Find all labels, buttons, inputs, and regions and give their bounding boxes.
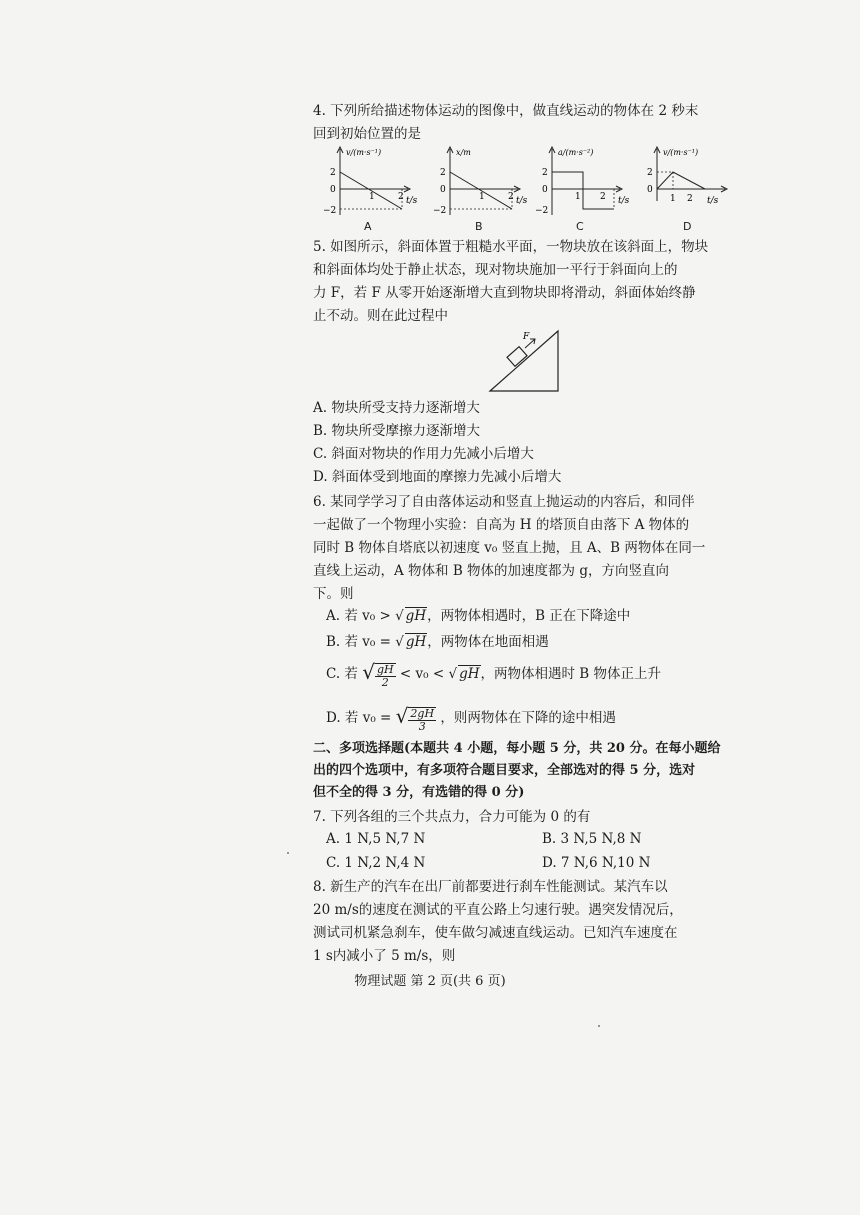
q6-d-pre: D. 若 v₀ = <box>326 709 392 726</box>
q6-stem-line-3: 同时 B 物体自塔底以初速度 v₀ 竖直上抛，且 A、B 两物体在同一 <box>313 540 706 556</box>
graph-c-xtick-2: 2 <box>600 192 606 202</box>
graph-a-xlabel: t/s <box>406 196 418 206</box>
q6-a-pre: A. 若 v₀ > <box>326 608 391 624</box>
graph-d-xlabel: t/s <box>707 196 719 206</box>
graph-a-letter: A <box>364 220 372 233</box>
graph-a-xtick-1: 1 <box>369 192 375 202</box>
q8-stem-line-4: 1 s内减小了 5 m/s，则 <box>313 948 456 964</box>
q6-c-den: 2 <box>381 675 389 689</box>
q6-c-pre: C. 若 <box>326 665 358 682</box>
q4-stem-line-2: 回到初始位置的是 <box>313 126 421 142</box>
q6-stem-line-4: 直线上运动，A 物体和 B 物体的加速度都为 g，方向竖直向 <box>313 563 669 579</box>
q6-a-post: ，两物体相遇时，B 正在下降途中 <box>427 608 631 624</box>
q6-option-d: D. 若 v₀ = √ $\frac{2gH}{3}$ ，则两物体在下降的途中相遇 <box>326 704 616 733</box>
q6-c-num: gH <box>376 662 394 676</box>
incline-diagram <box>485 326 565 396</box>
graph-a-xtick-2: 2 <box>398 192 404 202</box>
q6-d-post: ，则两物体在下降的途中相遇 <box>440 709 616 726</box>
q5-option-c: C. 斜面对物块的作用力先减小后增大 <box>313 446 534 462</box>
q6-b-pre: B. 若 v₀ = <box>326 634 391 650</box>
q6-option-a: A. 若 v₀ > √ gH，两物体相遇时，B 正在下降途中 <box>326 608 631 624</box>
graph-d <box>635 143 735 223</box>
graph-d-line <box>657 172 705 189</box>
q6-option-c: C. 若 √ $\frac{gH}{2}$ < v₀ < √ gH，两物体相遇时 B 物体正上升 <box>326 660 662 689</box>
graph-b-xlabel: t/s <box>516 196 528 206</box>
graph-d-xtick-1: 1 <box>670 194 676 204</box>
graph-a-ytick-2: 2 <box>330 168 336 178</box>
graph-b-xtick-1: 1 <box>479 192 485 202</box>
q7-option-a: A. 1 N,5 N,7 N <box>326 831 426 847</box>
q5-stem-line-3: 力 F，若 F 从零开始逐渐增大直到物块即将滑动，斜面体始终静 <box>313 285 696 301</box>
graph-c-ytick-2: 2 <box>542 168 548 178</box>
q7-stem: 7. 下列各组的三个共点力，合力可能为 0 的有 <box>313 809 591 825</box>
question-7 <box>313 806 723 829</box>
graph-b-ylabel: x/m <box>456 148 471 157</box>
question-6 <box>313 491 723 606</box>
q6-stem-line-5: 下。则 <box>313 586 354 602</box>
force-label: F <box>523 332 530 342</box>
q8-stem-line-1: 8. 新生产的汽车在出厂前都要进行刹车性能测试。某汽车以 <box>313 879 668 895</box>
graph-c-xtick-1: 1 <box>575 192 581 202</box>
q6-b-radicand: gH <box>405 634 427 650</box>
q6-c-radicand: gH <box>459 665 480 682</box>
q8-stem-line-2: 20 m/s的速度在测试的平直公路上匀速行驶。遇突发情况后， <box>313 902 683 918</box>
graph-c-ytick-neg2: −2 <box>535 206 549 216</box>
section-2-line-2: 出的四个选项中，有多项符合题目要求，全部选对的得 5 分，选对 <box>313 763 696 778</box>
q7-option-d: D. 7 N,6 N,10 N <box>542 855 651 871</box>
q6-a-radicand: gH <box>405 608 427 624</box>
q6-stem-line-1: 6. 某同学学习了自由落体运动和竖直上抛运动的内容后，和同伴 <box>313 494 695 510</box>
scan-speck <box>598 1025 600 1027</box>
q6-c-mid: < v₀ < <box>399 665 445 682</box>
q5-stem-line-4: 止不动。则在此过程中 <box>313 308 448 324</box>
block-group <box>507 347 527 367</box>
q7-option-c: C. 1 N,2 N,4 N <box>326 855 426 871</box>
q5-stem-line-2: 和斜面体均处于静止状态，现对物块施加一平行于斜面向上的 <box>313 262 678 278</box>
graph-c-xlabel: t/s <box>618 196 630 206</box>
q6-option-b: B. 若 v₀ = √ gH，两物体在地面相遇 <box>326 634 549 650</box>
graph-a-ytick-neg2: −2 <box>323 206 337 216</box>
section-2-line-1: 二、多项选择题(本题共 4 小题，每小题 5 分，共 20 分。在每小题给 <box>313 741 721 756</box>
graph-b-ytick-neg2: −2 <box>433 206 447 216</box>
graph-a-ytick-0: 0 <box>330 185 336 195</box>
graph-d-ylabel: v/(m·s⁻¹) <box>663 148 699 157</box>
block <box>507 347 527 367</box>
q6-stem-line-2: 一起做了一个物理小实验：自高为 H 的塔顶自由落下 A 物体的 <box>313 517 690 533</box>
section-2-line-3: 但不全的得 3 分，有选错的得 0 分) <box>313 785 525 800</box>
q5-option-d: D. 斜面体受到地面的摩擦力先减小后增大 <box>313 469 562 485</box>
q6-d-den: 3 <box>418 719 426 733</box>
graph-b <box>428 143 528 223</box>
q5-option-b: B. 物块所受摩擦力逐渐增大 <box>313 423 481 439</box>
q4-stem-line-1: 4. 下列所给描述物体运动的图像中，做直线运动的物体在 2 秒末 <box>313 103 699 119</box>
scan-speck <box>287 852 289 854</box>
graph-a-line <box>340 172 402 209</box>
q6-b-post: ，两物体在地面相遇 <box>427 634 549 650</box>
graph-a <box>318 143 418 223</box>
graph-c <box>530 143 630 223</box>
graph-b-line <box>450 172 512 209</box>
q5-options <box>313 397 723 489</box>
graph-b-ytick-0: 0 <box>440 185 446 195</box>
section-2-header <box>313 738 725 804</box>
graph-d-letter: D <box>683 220 692 233</box>
q6-c-post: ，两物体相遇时 B 物体正上升 <box>480 665 662 682</box>
graph-d-ytick-0: 0 <box>647 185 653 195</box>
graph-b-xtick-2: 2 <box>508 192 514 202</box>
q8-stem-line-3: 测试司机紧急刹车，使车做匀减速直线运动。已知汽车速度在 <box>313 925 678 941</box>
q5-stem-line-1: 5. 如图所示，斜面体置于粗糙水平面，一物块放在该斜面上，物块 <box>313 239 709 255</box>
question-4 <box>313 100 723 146</box>
graph-c-ytick-0: 0 <box>542 185 548 195</box>
graph-b-letter: B <box>475 220 483 233</box>
q5-option-a: A. 物块所受支持力逐渐增大 <box>313 400 480 416</box>
graph-d-ytick-2: 2 <box>647 168 653 178</box>
graph-a-ylabel: v/(m·s⁻¹) <box>346 148 382 157</box>
page-footer: 物理试题 第 2 页(共 6 页) <box>354 974 506 989</box>
q7-option-b: B. 3 N,5 N,8 N <box>542 831 642 847</box>
question-8 <box>313 876 723 968</box>
graph-c-ylabel: a/(m·s⁻²) <box>558 148 594 157</box>
graph-b-ytick-2: 2 <box>440 168 446 178</box>
graph-d-xtick-2: 2 <box>687 194 693 204</box>
question-5 <box>313 236 723 328</box>
graph-c-letter: C <box>576 220 584 233</box>
q6-d-num: 2gH <box>410 706 435 720</box>
